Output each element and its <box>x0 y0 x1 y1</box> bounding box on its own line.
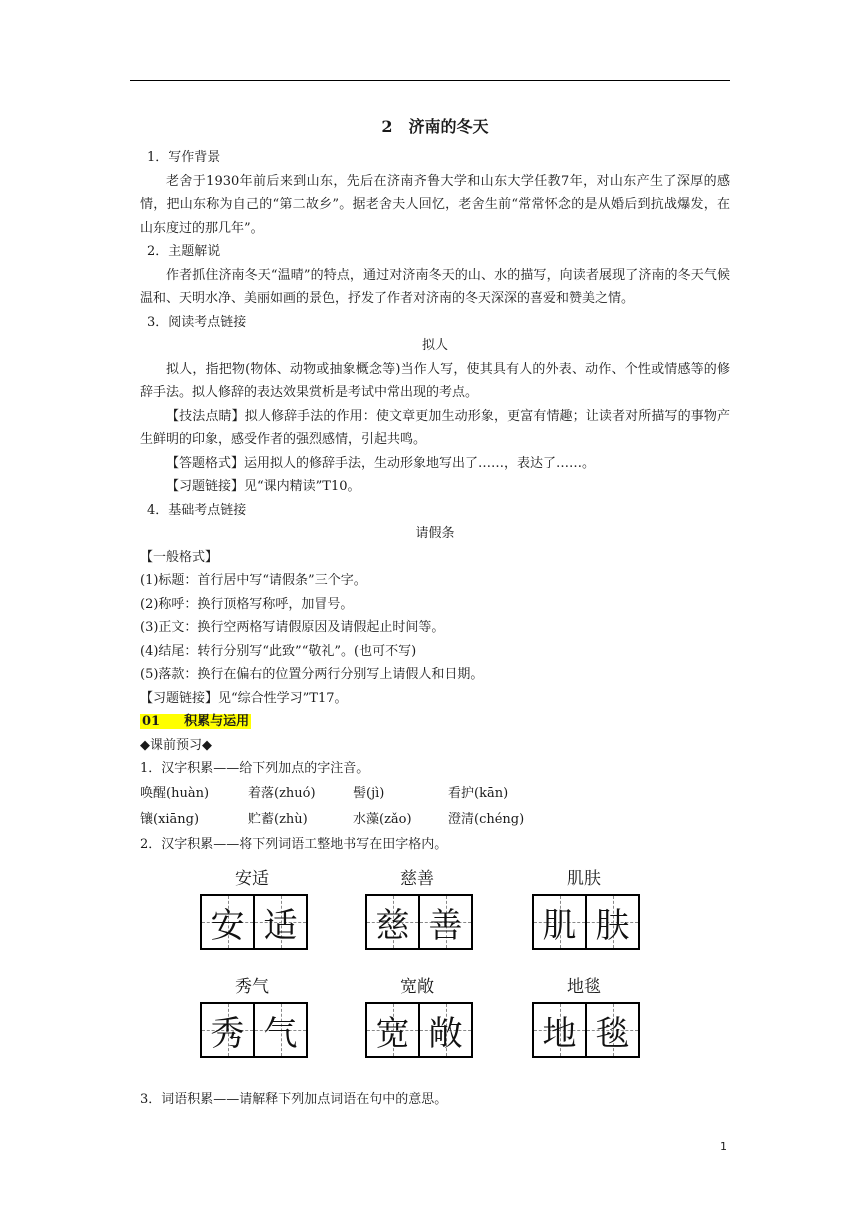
part-heading <box>140 710 730 734</box>
format-item: (1)标题：首行居中写“请假条”三个字。 <box>140 573 367 588</box>
format-heading: 【一般格式】 <box>140 549 219 565</box>
page-number: 1 <box>720 1140 727 1153</box>
word-label: 安适 <box>235 869 269 889</box>
part-title: 积累与运用 <box>184 714 250 729</box>
exercise-link-basic: 【习题链接】见“综合性学习”T17。 <box>140 690 348 706</box>
handwritten-char: 宽 <box>375 1013 410 1054</box>
pinyin-item: 唤醒(huàn) <box>140 785 210 801</box>
tianzige-cell <box>534 1004 585 1056</box>
handwritten-char: 气 <box>263 1013 298 1054</box>
question-2: 2．汉字积累——将下列词语工整地书写在田字格内。 <box>140 836 448 852</box>
answer-format: 【答题格式】运用拟人的修辞手法，生动形象地写出了……，表达了……。 <box>166 455 596 471</box>
tianzige-grid <box>140 860 730 1088</box>
tianzige-cell <box>253 896 306 948</box>
section-heading-basic: 4．基础考点链接 <box>147 502 247 518</box>
tianzige-box <box>532 1002 640 1058</box>
tianzige-box <box>365 894 473 950</box>
tianzige-cell <box>585 896 638 948</box>
pinyin-item: 镶(xiāng) <box>140 811 200 827</box>
section-heading-background: 1．写作背景 <box>147 150 221 165</box>
handwritten-char: 毯 <box>595 1013 630 1054</box>
tianzige-cell <box>585 1004 638 1056</box>
tianzige-cell <box>418 896 471 948</box>
word-label: 秀气 <box>235 977 269 997</box>
handwritten-char: 地 <box>542 1013 577 1054</box>
tianzige-cell <box>534 896 585 948</box>
pinyin-row <box>140 781 730 807</box>
tianzige-box <box>200 1002 308 1058</box>
word-label: 肌肤 <box>567 869 601 889</box>
section-body-theme: 作者抓住济南冬天“温晴”的特点，通过对济南冬天的山、水的描写，向读者展现了济南的冬天气候温和、天明水净、美丽如画的景色，抒发了作者对济南的冬天深深的喜爱和赞美之情。 <box>140 267 730 306</box>
tianzige-cell <box>253 1004 306 1056</box>
pinyin-item: 贮蓄(zhù) <box>248 811 308 827</box>
exercise-link-reading: 【习题链接】见“课内精读”T10。 <box>166 479 361 494</box>
section-heading-theme: 2．主题解说 <box>147 244 221 259</box>
handwritten-char: 适 <box>263 905 298 946</box>
handwritten-char: 慈 <box>375 905 410 946</box>
tianzige-cell <box>418 1004 471 1056</box>
pinyin-item: 看护(kān) <box>448 785 509 801</box>
word-label: 宽敞 <box>400 977 434 997</box>
pinyin-row <box>140 807 730 833</box>
pinyin-item: 水藻(zǎo) <box>353 811 412 827</box>
pinyin-item: 澄清(chéng) <box>448 811 525 827</box>
tianzige-box <box>365 1002 473 1058</box>
handwritten-char: 肌 <box>542 905 577 946</box>
format-item: (5)落款：换行在偏右的位置分两行分别写上请假人和日期。 <box>140 667 484 682</box>
question-1: 1．汉字积累——给下列加点的字注音。 <box>140 761 370 776</box>
handwritten-char: 善 <box>428 905 463 946</box>
handwritten-char: 肤 <box>595 905 630 946</box>
handwritten-char: 秀 <box>210 1013 245 1054</box>
tianzige-box <box>532 894 640 950</box>
tianzige-cell <box>202 1004 253 1056</box>
subtitle-personification: 拟人 <box>421 338 448 353</box>
technique-tip: 【技法点睛】拟人修辞手法的作用：使文章更加生动形象，更富有情趣；让读者对所描写的事物产生鲜明的印象，感受作者的强烈感情，引起共鸣。 <box>140 408 730 447</box>
format-item: (2)称呼：换行顶格写称呼，加冒号。 <box>140 596 354 612</box>
word-label: 慈善 <box>400 869 434 889</box>
section-body-background: 老舍于1930年前后来到山东，先后在济南齐鲁大学和山东大学任教7年，对山东产生了深厚的感情，把山东称为自己的“第二故乡”。据老舍夫人回忆，老舍生前“常常怀念的是从婚后到抗战爆发，在山东度过的那几年”。 <box>140 173 730 236</box>
personification-definition: 拟人，指把物(物体、动物或抽象概念等)当作人写，使其具有人的外表、动作、个性或情感等的修辞手法。拟人修辞的表达效果赏析是考试中常出现的考点。 <box>140 361 730 400</box>
part-number: 01 <box>142 714 161 729</box>
format-item: (4)结尾：转行分别写“此致”“敬礼”。(也可不写) <box>140 643 417 659</box>
pinyin-item: 髻(jì) <box>353 785 385 801</box>
handwritten-char: 安 <box>210 905 245 946</box>
part-heading-highlight <box>140 714 251 729</box>
subtitle-leave-note: 请假条 <box>415 526 455 541</box>
format-item: (3)正文：换行空两格写请假原因及请假起止时间等。 <box>140 620 445 635</box>
word-label: 地毯 <box>567 977 601 997</box>
pinyin-item: 着落(zhuó) <box>248 785 316 801</box>
tianzige-cell <box>367 1004 418 1056</box>
header-rule <box>130 80 730 81</box>
section-heading-reading: 3．阅读考点链接 <box>147 314 247 330</box>
preview-heading: ◆课前预习◆ <box>140 737 212 753</box>
tianzige-cell <box>202 896 253 948</box>
question-3: 3．词语积累——请解释下列加点词语在句中的意思。 <box>140 1092 448 1107</box>
tianzige-cell <box>367 896 418 948</box>
page-title: 2 济南的冬天 <box>381 117 489 136</box>
handwritten-char: 敞 <box>428 1013 463 1054</box>
tianzige-box <box>200 894 308 950</box>
document-body <box>140 112 730 1112</box>
